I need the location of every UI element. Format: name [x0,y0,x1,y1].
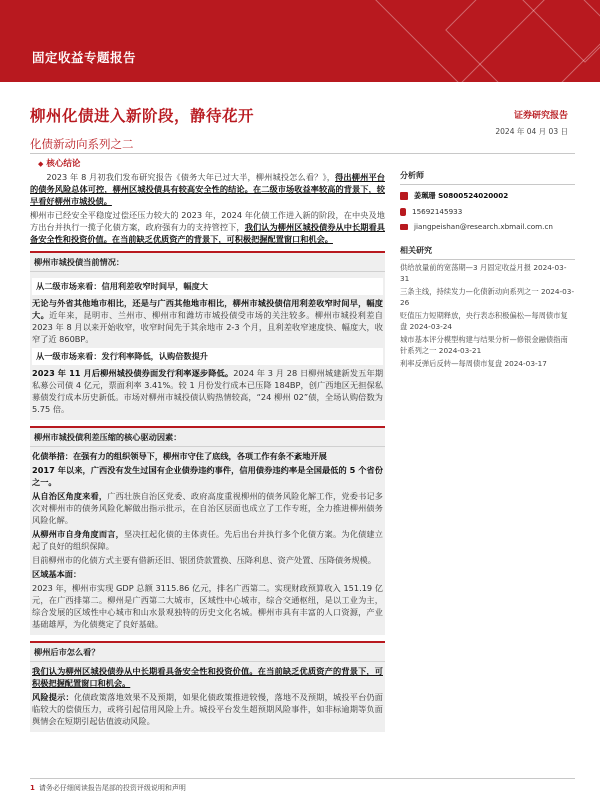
title-divider [30,153,575,154]
risk-warning: 风险提示：化债政策落地效果不及预期，如果化债政策推进较慢，落地不及预期，城投平台仍面临较大的偿债压力，或将引起信用风险上升。城投平台发生超预期风险事件，如非标逾期等负面舆情会在短期引起估值波动风险。 [32,692,383,726]
section-paragraph: 从柳州市自身角度而言，坚决扛起化债的主体责任。先后出台并执行多个化债方案。为化债建立起了良好的组织保障。 [32,529,383,551]
top-banner [0,0,600,82]
core-paragraph-2: 柳州市已经安全平稳度过偿还压力较大的 2023 年，2024 年化债工作进入新的阶段，在中央及地方出台并执行一揽子化债方案，政府强有力的支持管控下，我们认为柳州区城投债券从中长期看具备安全性和投资价值。在当前缺乏优质资产的背景下，可积极把握配置窗口和机会。 [30,210,385,244]
main-content [30,157,385,732]
page-footer [30,778,575,793]
section-paragraph: 区域基本面： [32,569,82,579]
banner-title: 固定收益专题报告 [32,50,137,65]
section-outlook [30,641,385,732]
section-paragraph: 目前柳州市的化债方式主要有借新还旧、银团贷款置换、压降利息、资产处置、压降债务规模。 [32,555,376,565]
related-research-item[interactable]: 三条主线，持续发力—化债新动向系列之一 2024-03-26 [400,287,575,307]
core-paragraph-1: 2023 年 8 月初我们发布研究报告《债务大年已过大半，柳州城投怎么看？》，得出柳州平台的债务风险总体可控，柳州区城投债具有较高安全性的结论。在二级市场收益率较高的背景下，较早看好柳州市城投债。 [30,172,385,206]
person-icon [400,192,408,200]
section-current-status [30,251,385,420]
section-drivers [30,426,385,635]
section-paragraph: 无论与外省其他地市相比，还是与广西其他地市相比，柳州市城投债信用利差收窄时间早，幅度大。近年来，昆明市、兰州市、柳州市和潍坊市城投债受市场的关注较多。柳州市城投利差自 2023 年 8 月以来开始收窄，收窄时间先于其余地市 2-3 个月，且利差收窄速度快、幅度大，收窄了近 860BP。 [32,298,383,344]
mail-icon [400,224,408,230]
section-paragraph: 我们认为柳州区城投债券从中长期看具备安全性和投资价值。在当前缺乏优质资产的背景下，可积极把握配置窗口和机会。 [32,666,383,688]
core-conclusion-label: ◆ 核心结论 [38,159,81,169]
section-header: 柳州市城投债当前情况： [30,253,385,272]
diamond-icon: ◆ [38,160,44,168]
section-header: 柳州后市怎么看？ [30,643,385,662]
sidebar [400,170,575,370]
analyst-name-row [400,191,575,201]
banner-decoration [360,0,600,82]
related-research-item[interactable]: 贬值压力短期释放，央行表态积极偏松—每周债市复盘 2024-03-24 [400,311,568,331]
subsection-heading: 从二级市场来看：信用利差收窄时间早，幅度大 [32,278,383,295]
footer-disclaimer: 请务必仔细阅读报告尾部的投资评级说明和声明 [38,784,186,792]
page-number: 1 [30,784,35,792]
analyst-email[interactable]: jiangpeishan@research.xbmail.com.cn [414,222,553,231]
analyst-header: 分析师 [400,170,575,185]
section-paragraph: 2017 年以来，广西没有发生过国有企业债券违约事件，信用债券违约率是全国最低的 5 个省份之一。 [32,465,383,487]
section-paragraph: 2023 年 11 月后柳州城投债券面发行利率逐步降低。2024 年 3 月 28 日柳州城建新发五年期私募公司债 4 亿元，票面利率 3.41%。较 1 月份发行成本已压降 184BP，创广西地区无担保私募债发行成本历史新低。市场对柳州市城投债认购热情较高，“24 柳州 02”债，全场认购倍数为 5.75 倍。 [32,368,384,414]
related-research-header: 相关研究 [400,245,575,260]
analyst-name: 姜珮珊 S0800524020002 [414,191,509,200]
analyst-phone-row [400,207,575,216]
subsection-heading: 从一级市场来看：发行利率降低，认购倍数提升 [32,348,383,365]
related-research-item[interactable]: 城市基本评分模型构建与结果分析—修银金融债指南针系列之一 2024-03-21 [400,335,568,355]
phone-icon [400,208,406,216]
section-paragraph: 2023 年，柳州市实现 GDP 总额 3115.86 亿元，排名广西第二。实现财政预算收入 151.19 亿元，在广西排第二。柳州是广西第二大城市，区域性中心城市，综合交通枢纽，是以工业为主，综合发展的区域性中心城市和山水景观独特的历史文化名城。柳州市具有丰富的人口资源，产业基础雄厚，为化债奠定了良好基础。 [32,583,383,629]
section-paragraph: 从自治区角度来看，广西壮族自治区党委、政府高度重视柳州的债务风险化解工作，党委书记多次对柳州市的债务风险化解做出指示批示，在自治区层面也成立了工作专班，全力推进柳州债务风险化解。 [32,491,383,525]
report-type-label: 证券研究报告 [513,111,568,121]
analyst-phone: 15692145933 [412,207,463,216]
section-paragraph: 化债举措：在强有力的组织领导下，柳州市守住了底线，各项工作有条不紊地开展 [32,451,327,461]
related-research-item[interactable]: 供给放量前的宽荡期—3 月固定收益月报 2024-03-31 [400,263,567,283]
related-research-item[interactable]: 利率反弹后反转—每周债市复盘 2024-03-17 [400,359,547,368]
analyst-email-row [400,222,575,231]
page-subtitle: 化债新动向系列之二 [30,137,134,151]
section-header: 柳州市城投债利差压缩的核心驱动因素： [30,428,385,447]
report-date: 2024 年 04 月 03 日 [495,127,568,136]
page-title: 柳州化债进入新阶段，静待花开 [30,107,255,125]
